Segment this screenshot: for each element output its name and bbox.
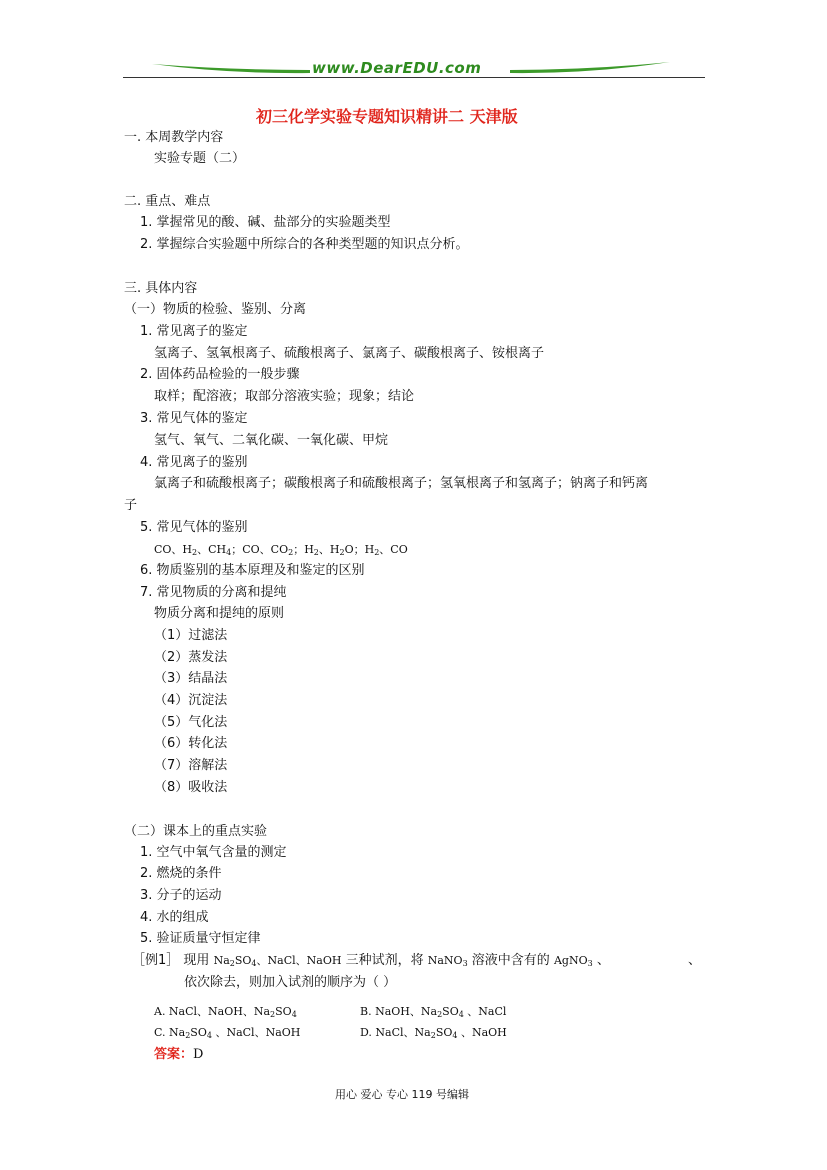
example-text-c: 溶液中含有的 [471,953,550,968]
section-1-content: 实验专题（二） [154,151,246,166]
method-2: （2）蒸发法 [154,650,228,665]
item-1-detail: 氢离子、氢氧根离子、硫酸根离子、氯离子、碳酸根离子、铵根离子 [154,346,545,361]
example-line-2: 依次除去，则加入试剂的顺序为（ ） [184,975,397,990]
item-5: 5. 常见气体的鉴别 [140,520,248,535]
experiment-2: 2. 燃烧的条件 [140,866,222,881]
method-5: （5）气化法 [154,715,228,730]
item-3: 3. 常见气体的鉴定 [140,411,248,426]
method-7: （7）溶解法 [154,758,228,773]
subsection-1-heading: （一）物质的检验、鉴别、分离 [124,302,307,317]
example-text-b: 三种试剂，将 [345,953,424,968]
section-1-heading: 一. 本周教学内容 [124,130,224,145]
experiment-3: 3. 分子的运动 [140,888,222,903]
section-2-item-2: 2. 掌握综合实验题中所综合的各种类型题的知识点分析。 [140,237,469,252]
method-8: （8）吸收法 [154,780,228,795]
option-d: D. NaCl、$Na_2SO_4$ 、NaOH [360,1026,507,1040]
experiment-5: 5. 验证质量守恒定律 [140,931,261,946]
site-logo: www.DearEDU.com [312,59,482,77]
item-4: 4. 常见离子的鉴别 [140,455,248,470]
item-7-detail: 物质分离和提纯的原则 [154,606,285,621]
solution-formula: NaNO$_3$ [427,954,468,968]
option-b: B. NaOH、$Na_2SO_4$ 、NaCl [360,1005,507,1019]
answer-line [154,1047,203,1063]
answer-value: D [193,1047,204,1062]
section-2-heading: 二. 重点、难点 [124,194,211,209]
item-1: 1. 常见离子的鉴定 [140,324,248,339]
example-text-a: 现用 [183,953,210,968]
header-rule [123,77,705,78]
answer-label: 答案： [154,1047,194,1062]
option-a: A. NaCl、NaOH、$Na_2SO_4$ [154,1005,297,1019]
section-2-item-1: 1. 掌握常见的酸、碱、盐部分的实验题类型 [140,215,391,230]
example-label: ［例1］ [132,953,180,968]
item-2-detail: 取样；配溶液；取部分溶液实验；现象；结论 [154,389,415,404]
method-3: （3）结晶法 [154,671,228,686]
subsection-2-heading: （二）课本上的重点实验 [124,824,268,839]
page-footer: 用心 爱心 专心 119 号编辑 [335,1088,469,1101]
item-6: 6. 物质鉴别的基本原理及和鉴定的区别 [140,563,365,578]
reagent-formulas: $Na_2SO_4$、NaCl、NaOH [213,954,342,968]
example-text-d: 、 [596,953,610,968]
method-4: （4）沉淀法 [154,693,228,708]
item-2: 2. 固体药品检验的一般步骤 [140,367,300,382]
example-line-1 [132,953,610,972]
item-3-detail: 氢气、氧气、二氧化碳、一氧化碳、甲烷 [154,433,389,448]
experiment-4: 4. 水的组成 [140,910,209,925]
method-6: （6）转化法 [154,736,228,751]
item-7: 7. 常见物质的分离和提纯 [140,585,287,600]
option-c: C. $Na_2SO_4$ 、NaCl、NaOH [154,1026,301,1040]
example-text-e: 、 [688,953,702,968]
page-title: 初三化学实验专题知识精讲二 天津版 [256,107,518,126]
item-4-detail: 氯离子和硫酸根离子；碳酸根离子和硫酸根离子；氢氧根离子和氢离子；钠离子和钙离 [154,476,649,491]
experiment-1: 1. 空气中氧气含量的测定 [140,845,287,860]
item-4-detail-wrap: 子 [124,498,138,513]
ion-formula: AgNO$_3$ [553,954,593,968]
item-5-formulas: CO、$H_2$、$CH_4$；CO、$CO_2$；$H_2$、$H_2O$；$H_2$、CO [154,543,408,557]
section-3-heading: 三. 具体内容 [124,281,198,296]
method-1: （1）过滤法 [154,628,228,643]
